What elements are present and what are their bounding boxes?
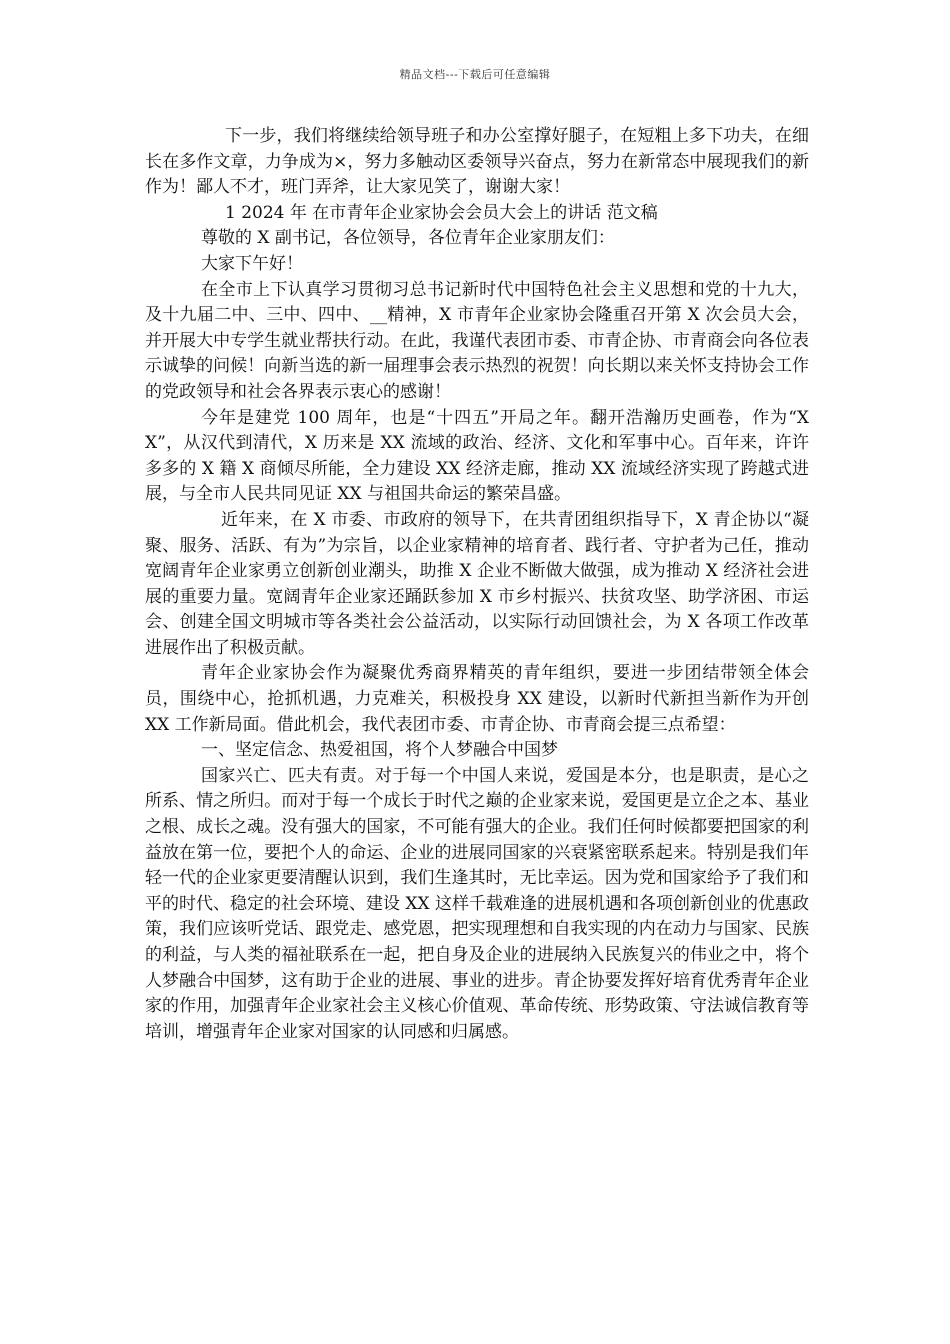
page-header: 精品文档---下载后可任意编辑 — [399, 68, 551, 81]
closing-paragraph: 下一步，我们将继续给领导班子和办公室撑好腿子，在短粗上多下功夫，在细长在多作文章，力争成为×，努力多触动区委领导兴奋点，努力在新常态中展现我们的新作为！鄙人不才，班门弄斧，让大家见笑了，谢谢大家！ — [145, 126, 809, 198]
document-body — [145, 124, 809, 1045]
paragraph-1: 在全市上下认真学习贯彻习总书记新时代中国特色社会主义思想和党的十九大，及十九届二中、三中、四中、__精神，X 市青年企业家协会隆重召开第 X 次会员大会，并开展大中专学生就业帮扶行动。在此，我谨代表团市委、市青企协、市青商会向各位表示诚挚的问候！向新当选的新一届理事会表示热烈的祝贺！向长期以来关怀支持协会工作的党政领导和社会各界表示衷心的感谢！ — [145, 279, 809, 402]
section-heading-1: 一、坚定信念、热爱祖国，将个人梦融合中国梦 — [201, 740, 558, 761]
speech-title: 1 2024 年 在市青年企业家协会会员大会上的讲话 范文稿 — [225, 202, 658, 223]
paragraph-2: 今年是建党 100 周年，也是“十四五”开局之年。翻开浩瀚历史画卷，作为“XX”，从汉代到清代，X 历来是 XX 流域的政治、经济、文化和军事中心。百年来，许许多多的 X 籍 X 商倾尽所能，全力建设 XX 经济走廊，推动 XX 流域经济实现了跨越式进展，与全市人民共同见证 XX 与祖国共命运的繁荣昌盛。 — [145, 407, 809, 505]
paragraph-3: 近年来，在 X 市委、市政府的领导下，在共青团组织指导下，X 青企协以“凝聚、服务、活跃、有为”为宗旨，以企业家精神的培育者、践行者、守护者为己任，推动宽阔青年企业家勇立创新创业潮头，助推 X 企业不断做大做强，成为推动 X 经济社会进展的重要力量。宽阔青年企业家还踊跃参加 X 市乡村振兴、扶贫攻坚、助学济困、市运会、创建全国文明城市等各类社会公益活动，以实际行动回馈社会，为 X 各项工作改革进展作出了积极贡献。 — [145, 509, 809, 658]
paragraph-4: 青年企业家协会作为凝聚优秀商界精英的青年组织，要进一步团结带领全体会员，围绕中心，抢抓机遇，力克难关，积极投身 XX 建设，以新时代新担当新作为开创 XX 工作新局面。借此机会，我代表团市委、市青企协、市青商会提三点希望： — [145, 663, 809, 735]
salutation: 尊敬的 X 副书记，各位领导，各位青年企业家朋友们： — [201, 228, 615, 249]
paragraph-5: 国家兴亡、匹夫有责。对于每一个中国人来说，爱国是本分，也是职责，是心之所系、情之所归。而对于每一个成长于时代之巅的企业家来说，爱国更是立企之本、基业之根、成长之魂。没有强大的国家，不可能有强大的企业。我们任何时候都要把国家的利益放在第一位，要把个人的命运、企业的进展同国家的兴衰紧密联系起来。特别是我们年轻一代的企业家更要清醒认识到，我们生逢其时，无比幸运。因为党和国家给予了我们和平的时代、稳定的社会环境、建设 XX 这样千载难逢的进展机遇和各项创新创业的优惠政策，我们应该听党话、跟党走、感党恩，把实现理想和自我实现的内在动力与国家、民族的利益，与人类的福祉联系在一起，把自身及企业的进展纳入民族复兴的伟业之中，将个人梦融合中国梦，这有助于企业的进展、事业的进步。青企协要发挥好培育优秀青年企业家的作用，加强青年企业家社会主义核心价值观、革命传统、形势政策、守法诚信教育等培训，增强青年企业家对国家的认同感和归属感。 — [145, 765, 810, 1042]
greeting: 大家下午好！ — [201, 253, 303, 274]
